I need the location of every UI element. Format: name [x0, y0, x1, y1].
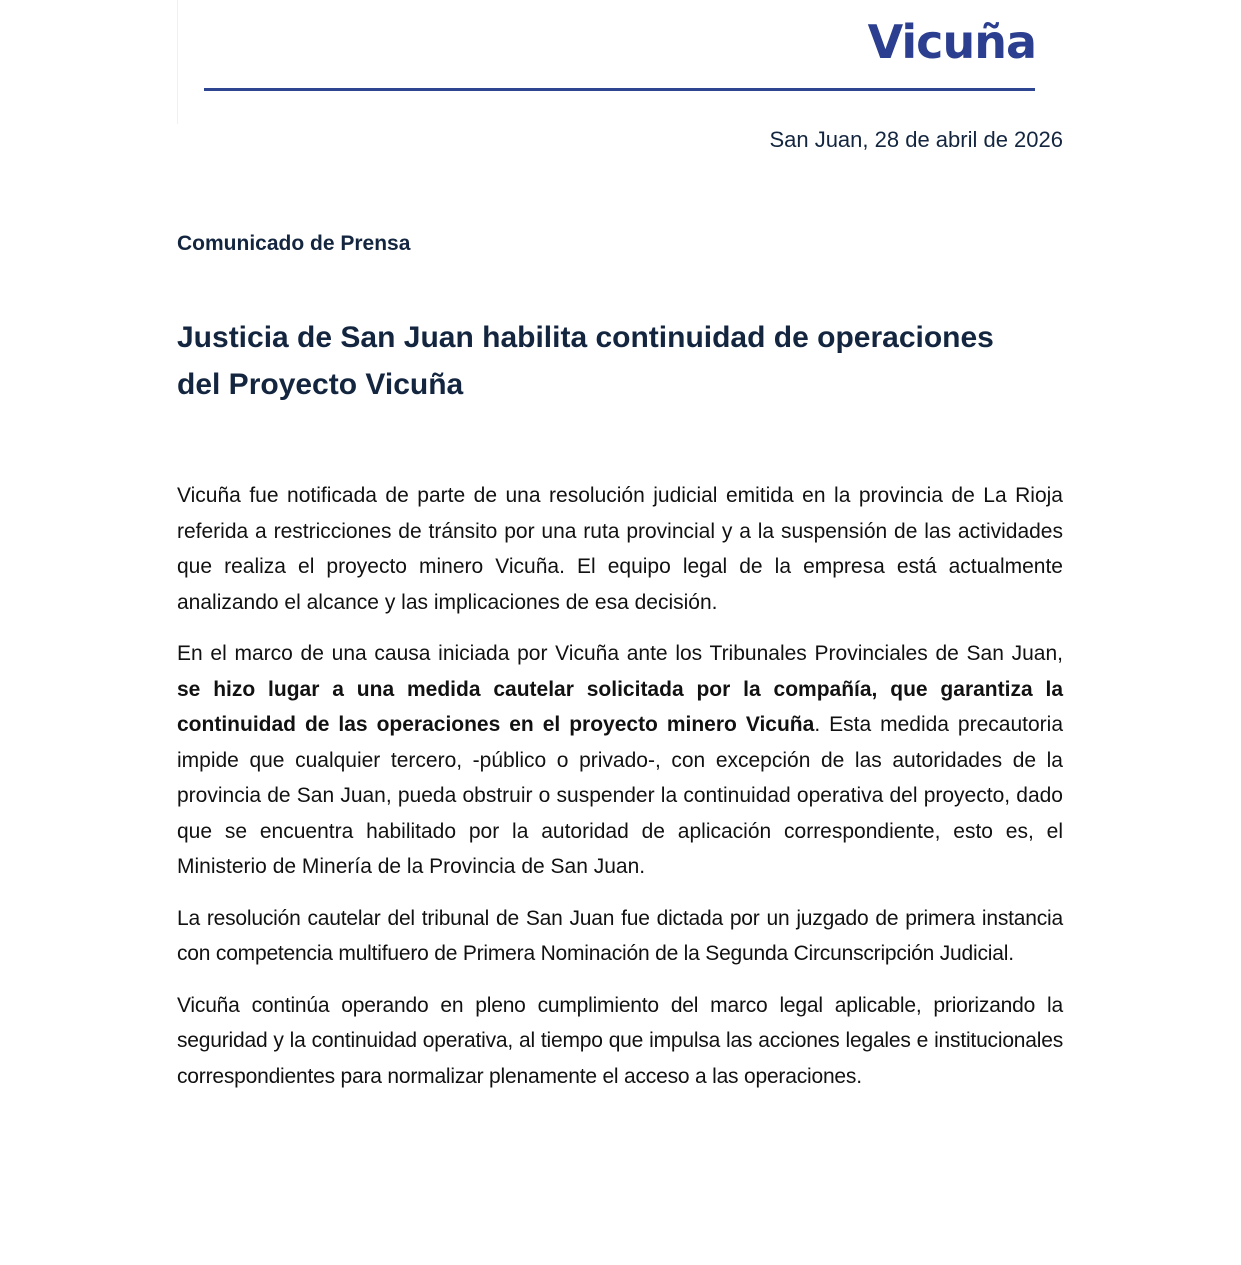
- paragraph-2-highlight: se hizo lugar a una medida cautelar solicitada por la compañía, que garantiza la continuidad de las operaciones en el proyecto minero Vicuña: [177, 677, 1063, 736]
- paragraph-2: [177, 636, 1063, 885]
- header-frame-border: [177, 0, 178, 124]
- headline-line-2: del Proyecto Vicuña: [177, 368, 464, 401]
- press-release-body: [177, 478, 1063, 1110]
- paragraph-3: La resolución cautelar del tribunal de San Juan fue dictada por un juzgado de primera instancia con competencia multifuero de Primera Nominación de la Segunda Circunscripción Judicial.: [177, 906, 1063, 965]
- paragraph-2-intro: En el marco de una causa iniciada por Vicuña ante los Tribunales Provinciales de San Juan,: [177, 642, 1063, 665]
- paragraph-4: Vicuña continúa operando en pleno cumplimiento del marco legal aplicable, priorizando la seguridad y la continuidad operativa, al tiempo que impulsa las acciones legales e institucionales correspondientes para normalizar plenamente el acceso a las operaciones.: [177, 993, 1063, 1088]
- document-type-label: Comunicado de Prensa: [177, 232, 411, 255]
- paragraph-1: Vicuña fue notificada de parte de una resolución judicial emitida en la provincia de La Rioja referida a restricciones de tránsito por una ruta provincial y a la suspensión de las actividades que realiza el proyecto minero Vicuña. El equipo legal de la empresa está actualmente analizando el alcance y las implicaciones de esa decisión.: [177, 484, 1063, 614]
- headline: [177, 314, 1057, 408]
- headline-line-1: Justicia de San Juan habilita continuidad de operaciones: [177, 321, 994, 354]
- vicuna-logo: Vicuña: [867, 15, 1036, 69]
- header-divider: [204, 88, 1035, 91]
- dateline: San Juan, 28 de abril de 2026: [769, 127, 1063, 152]
- paragraph-2-rest: . Esta medida precautoria impide que cualquier tercero, -público o privado-, con excepción de las autoridades de la provincia de San Juan, pueda obstruir o suspender la continuidad operativa del proyecto, dado que se encuentra habilitado por la autoridad de aplicación correspondiente, esto es, el Ministerio de Minería de la Provincia de San Juan.: [177, 713, 1063, 878]
